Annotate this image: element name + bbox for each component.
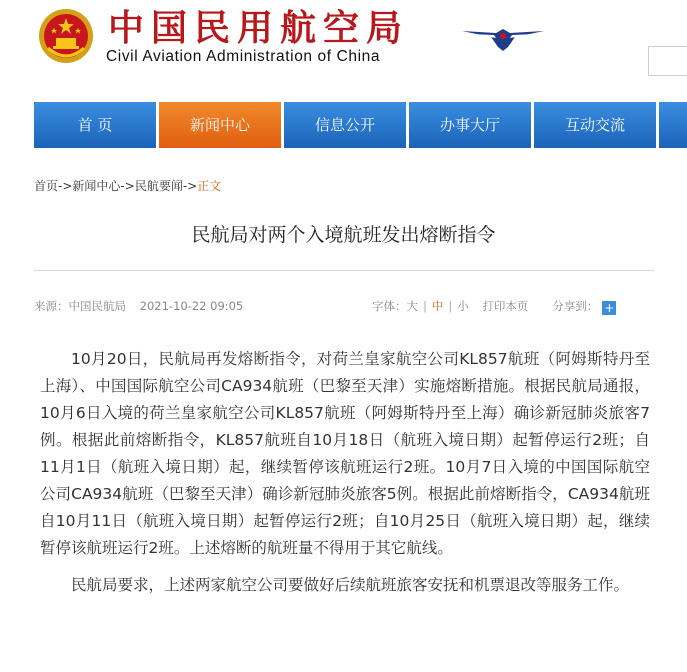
caac-wing-logo-icon xyxy=(460,22,546,54)
nav-item-service-hall[interactable]: 办事大厅 xyxy=(409,102,531,148)
breadcrumb xyxy=(34,177,221,194)
site-title-en: Civil Aviation Administration of China xyxy=(106,48,381,65)
share-label: 分享到： xyxy=(552,299,599,313)
article-date: 2021-10-22 09:05 xyxy=(139,299,244,313)
search-input[interactable] xyxy=(648,46,687,76)
article-paragraph: 10月20日，民航局再发熔断指令，对荷兰皇家航空公司KL857航班（阿姆斯特丹至上海）、中国国际航空公司CA934航班（巴黎至天津）实施熔断措施。根据民航局通报，10月6日入境的荷兰皇家航空公司KL857航班（阿姆斯特丹至上海）确诊新冠肺炎旅客7例。根据此前熔断指令，KL857航班自10月18日（航班入境日期）起暂停运行2班；自11月1日（航班入境日期）起，继续暂停该航班运行2班。10月7日入境的中国国际航空公司CA934航班（巴黎至天津）确诊新冠肺炎旅客5例。根据此前熔断指令，CA934航班自10月11日（航班入境日期）起暂停运行2班；自10月25日（航班入境日期）起，继续暂停该航班运行2班。上述熔断的航班量不得用于其它航线。 xyxy=(40,350,650,557)
national-emblem-icon xyxy=(38,8,94,64)
breadcrumb-news-center[interactable]: 新闻中心 xyxy=(72,179,121,193)
nav-item-news-center[interactable]: 新闻中心 xyxy=(159,102,281,148)
breadcrumb-home[interactable]: 首页 xyxy=(34,179,59,193)
article-paragraph: 民航局要求，上述两家航空公司要做好后续航班旅客安抚和机票退改等服务工作。 xyxy=(71,576,630,594)
article-meta xyxy=(34,298,253,314)
font-size-medium[interactable]: 中 xyxy=(431,299,444,313)
nav-item-home[interactable]: 首 页 xyxy=(34,102,156,148)
breadcrumb-separator: -> xyxy=(182,179,198,193)
breadcrumb-headlines[interactable]: 民航要闻 xyxy=(134,179,183,193)
breadcrumb-current: 正文 xyxy=(197,179,222,193)
print-link[interactable]: 打印本页 xyxy=(482,299,529,313)
article-tools: 字体：大 | 中 | 小 打印本页 分享到： + xyxy=(372,299,615,315)
font-size-label: 字体： xyxy=(372,299,407,313)
breadcrumb-separator: -> xyxy=(120,179,135,193)
main-nav xyxy=(0,102,687,148)
article-source: 来源：中国民航局 xyxy=(34,299,126,313)
nav-item-overflow[interactable] xyxy=(659,102,687,148)
nav-item-interaction[interactable]: 互动交流 xyxy=(534,102,656,148)
title-divider xyxy=(34,270,654,271)
font-size-large[interactable]: 大 xyxy=(406,299,418,313)
nav-item-info-disclosure[interactable]: 信息公开 xyxy=(284,102,406,148)
article-body xyxy=(40,346,650,609)
share-plus-icon[interactable]: + xyxy=(604,301,615,315)
site-title-cn: 中国民用航空局 xyxy=(108,8,410,49)
breadcrumb-separator: -> xyxy=(58,179,73,193)
font-size-small[interactable]: 小 xyxy=(457,299,469,313)
article-title: 民航局对两个入境航班发出熔断指令 xyxy=(191,224,496,246)
site-header xyxy=(0,0,687,98)
